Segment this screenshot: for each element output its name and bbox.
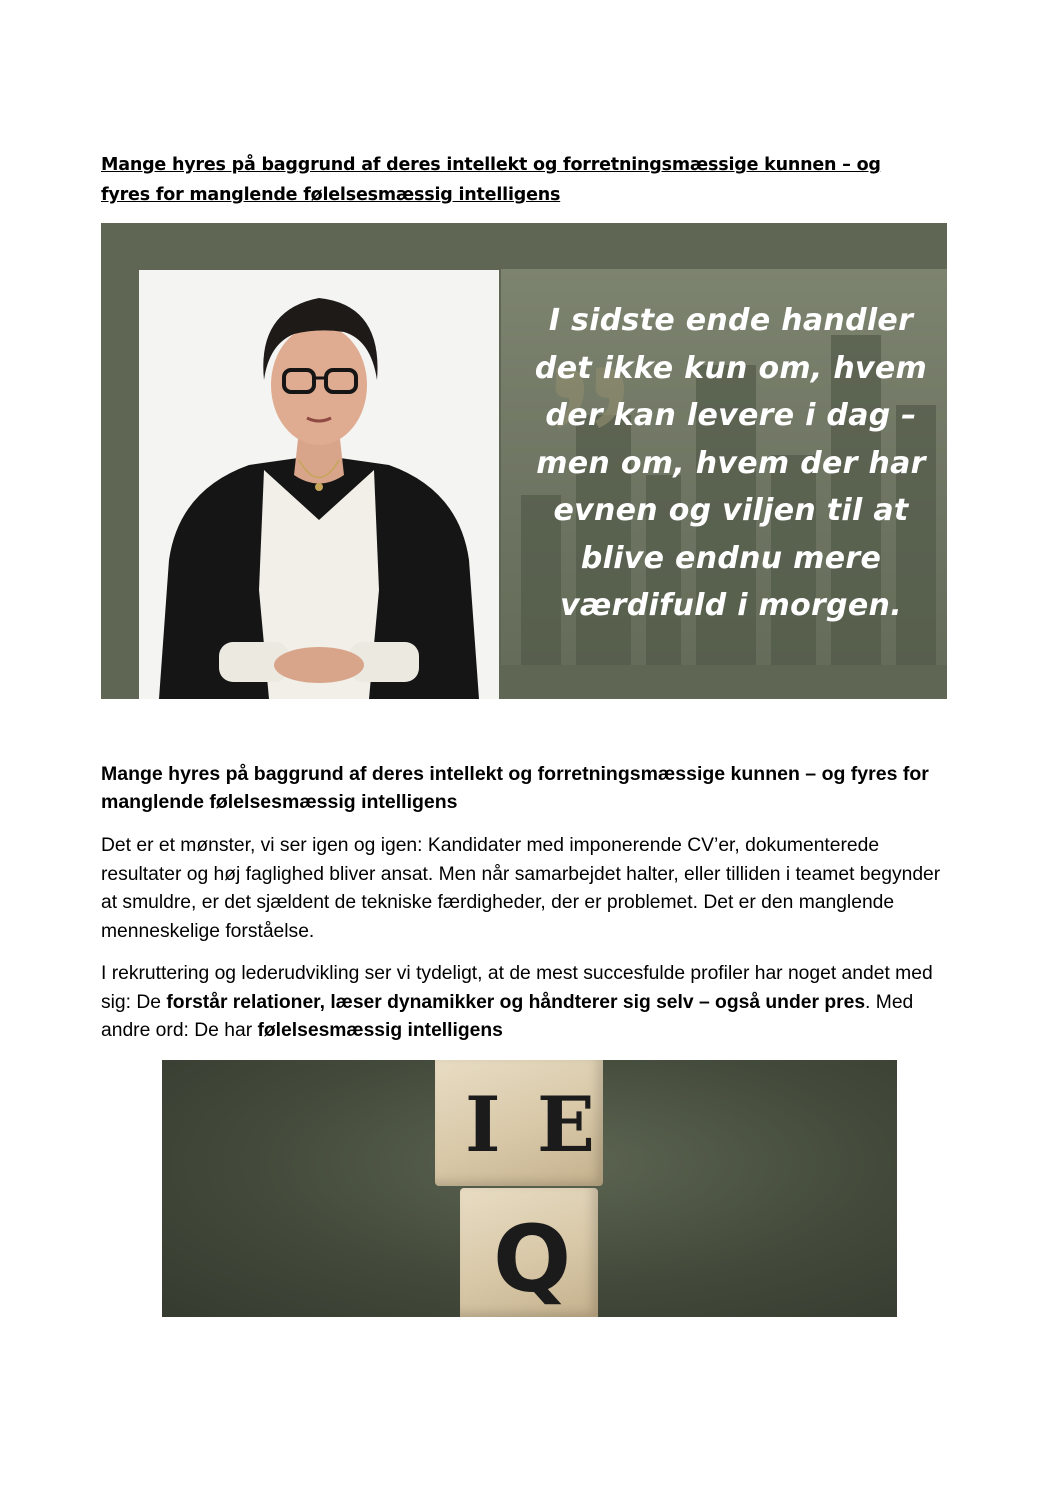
paragraph-2-bold: forstår relationer, læser dynamikker og håndterer sig selv – også under pres [166,991,866,1013]
paragraph-2-bold: følelsesmæssig intelligens [257,1020,503,1041]
quote-line: I sidste ende handler [548,303,914,338]
quote-line: evnen og viljen til at [553,493,909,528]
bottom-cube [460,1188,598,1317]
quote-line: blive endnu mere [580,540,882,576]
cube-letter: I [465,1080,501,1169]
quote-line: det ikke kun om, hvem [534,350,928,386]
top-cube [435,1060,603,1186]
paragraph-2-text: I rekruttering og lederudvikling ser vi tydeligt, at de mest succesfulde profiler har noget andet med sig: De [101,963,933,1013]
quote-text [521,297,941,630]
portrait-photo [139,270,499,699]
document-title: Mange hyres på baggrund af deres intellekt og forretningsmæssige kunnen – og fyres for manglende følelsesmæssig intelligens [101,155,881,205]
paragraph-2 [101,960,951,1046]
section-heading: Mange hyres på baggrund af deres intellekt og forretningsmæssige kunnen – og fyres for manglende følelsesmæssig intelligens [101,763,929,813]
paragraph-2-text: . Med andre ord: De har [101,991,914,1041]
cube-letter: Q [493,1206,572,1313]
quote-line: der kan levere i dag – [545,398,917,433]
paragraph-1: Det er et mønster, vi ser igen og igen: Kandidater med imponerende CV’er, dokumenterede resultater og høj faglighed bliver ansat. Men når samarbejdet halter, eller tilliden i teamet begynder at smuldre, er det sjældent de tekniske færdigheder, der er problemet. Det er den manglende menneskelige forståelse. [101,835,941,942]
quote-banner [101,223,947,699]
cube-letter: E [537,1080,595,1169]
quote-line: men om, hvem der har [536,445,926,481]
quote-line: værdifuld i morgen. [560,588,902,623]
eq-iq-cubes-photo [162,1060,897,1317]
woman-portrait-illustration [139,270,499,699]
